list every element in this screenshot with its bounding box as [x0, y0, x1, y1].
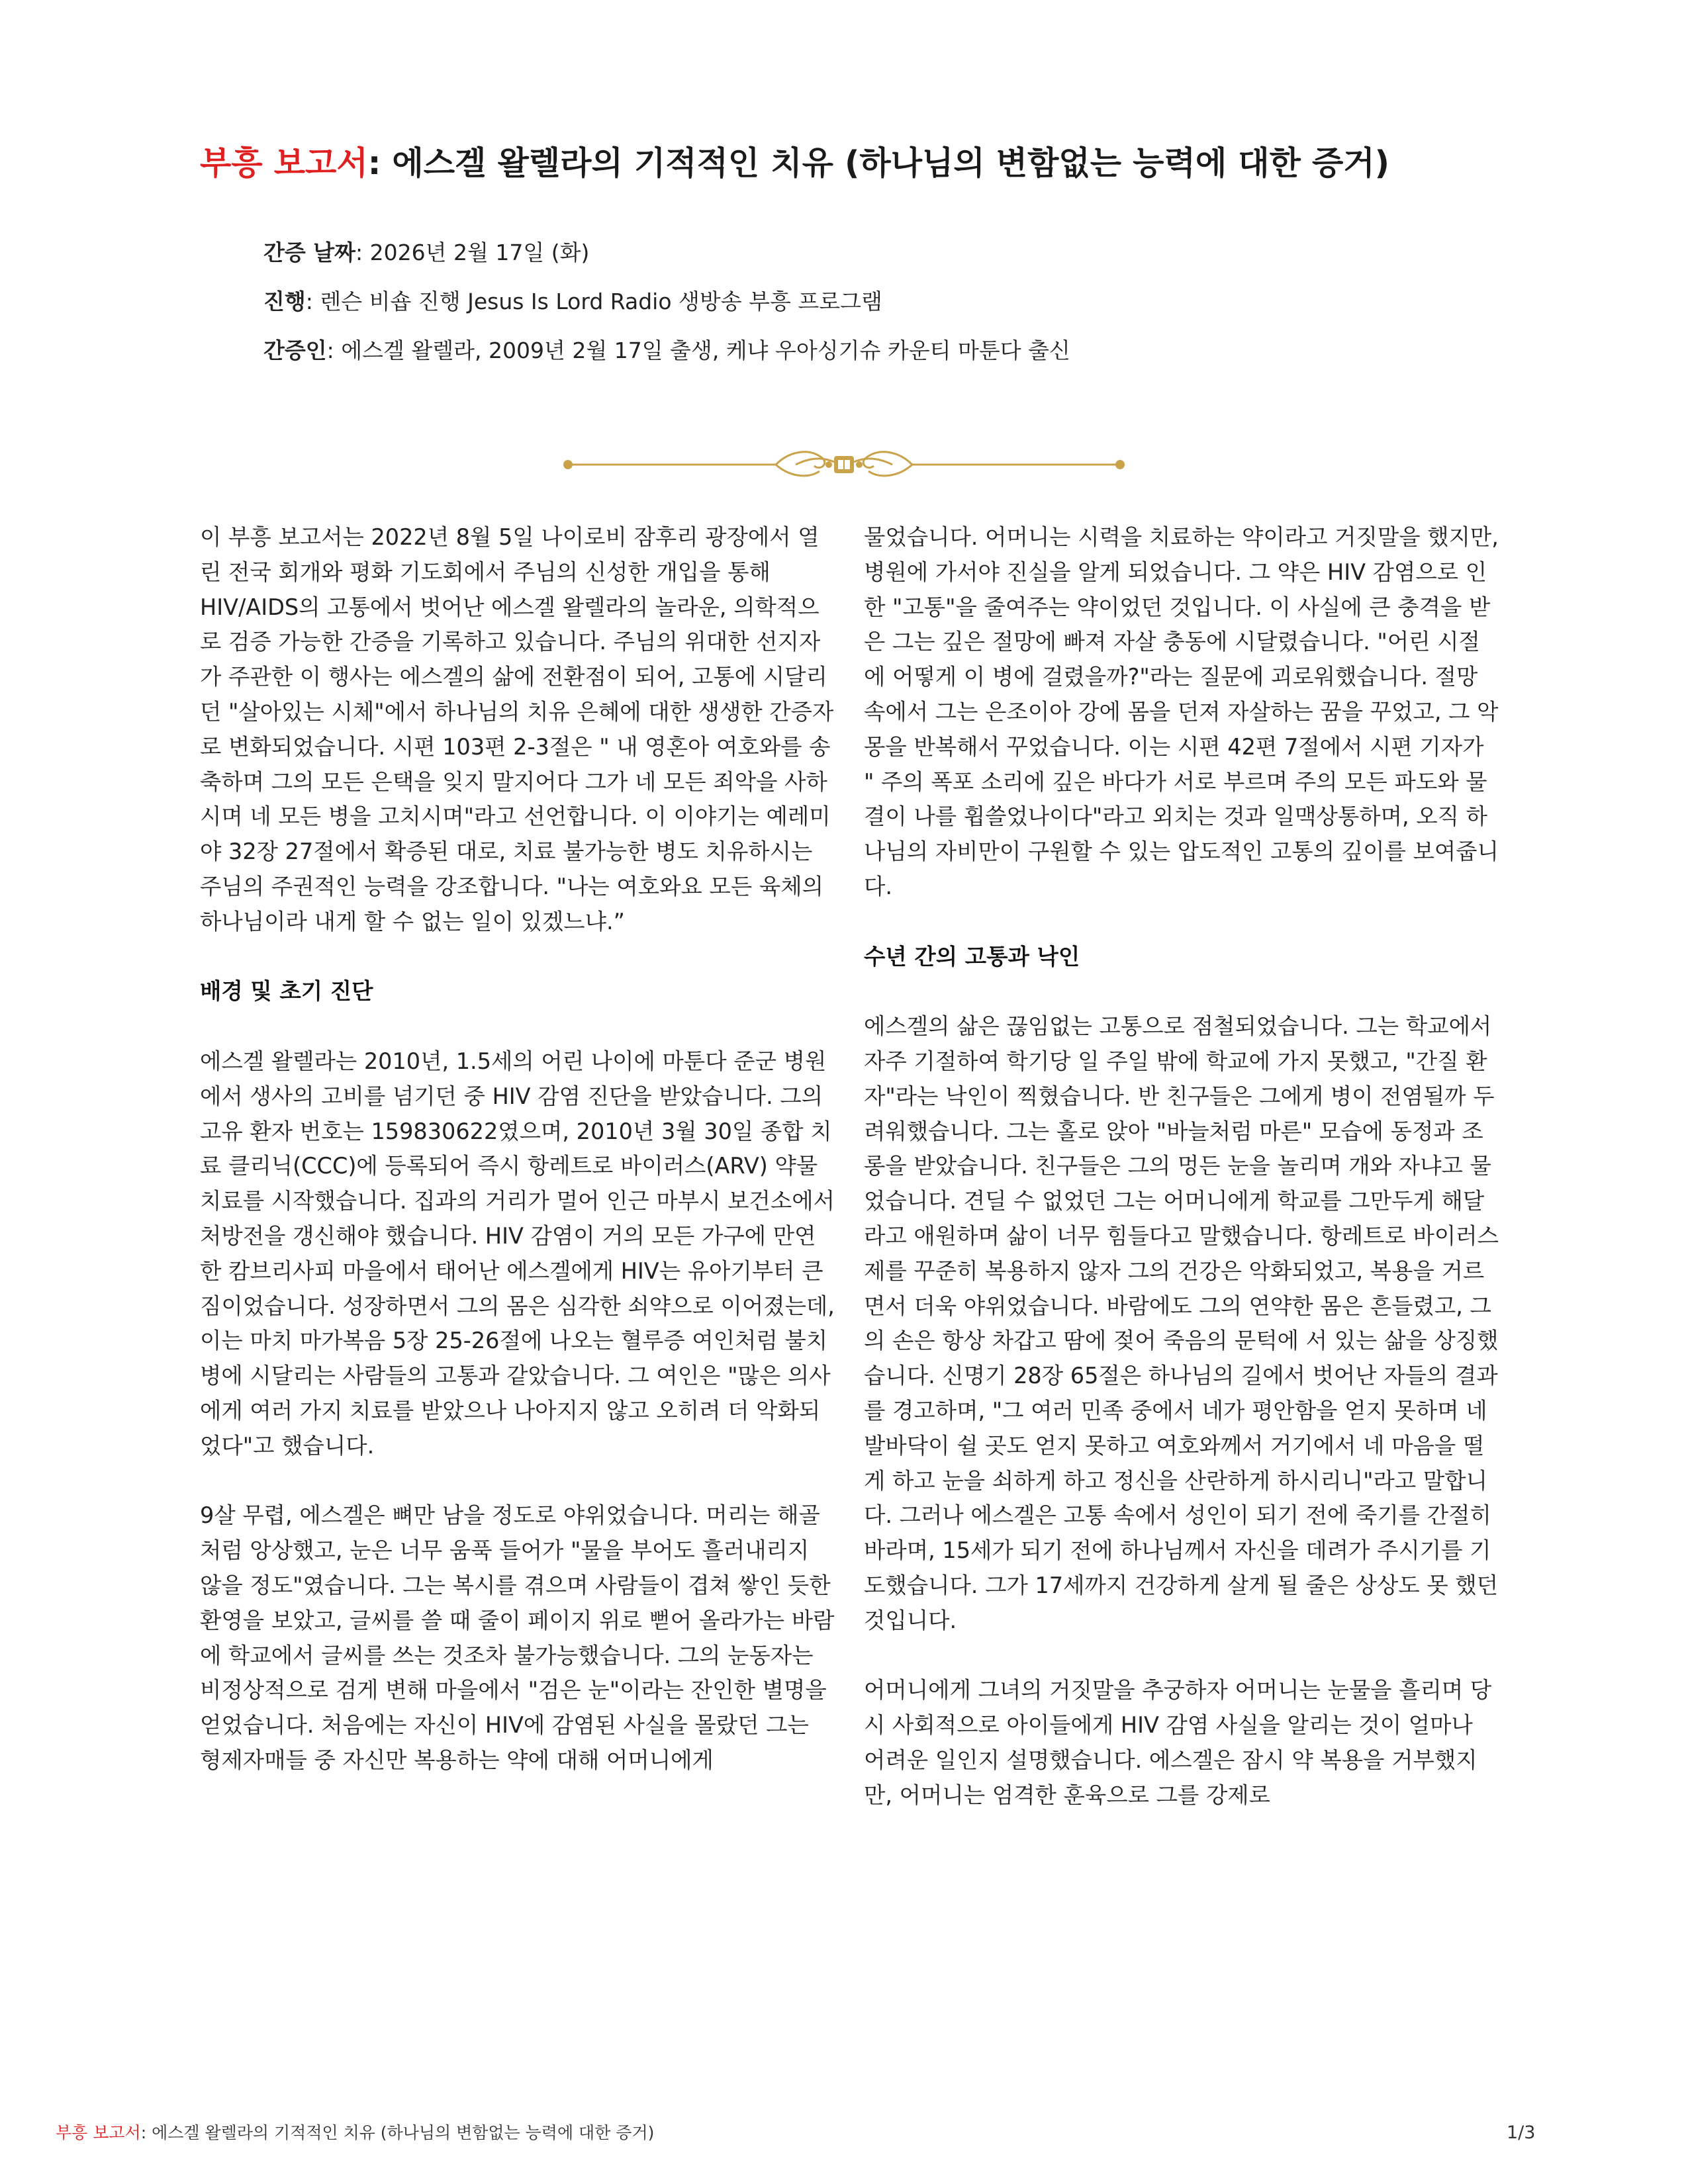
page-footer	[56, 2120, 654, 2146]
page-number: 1/3	[1507, 2122, 1536, 2143]
meta-date-label: 간증 날짜	[263, 240, 356, 265]
background-paragraph-1: 에스겔 왈렐라는 2010년, 1.5세의 어린 나이에 마툰다 준군 병원에서 생사의 고비를 넘기던 중 HIV 감염 진단을 받았습니다. 그의 고유 환자 번호는 159830622였으며, 2010년 3월 30일 종합 치료 클리닉(CCC)에 등록되어 즉시 항레트로 바이러스(ARV) 약물 치료를 시작했습니다. 집과의 거리가 멀어 인근 마부시 보건소에서 처방전을 갱신해야 했습니다. HIV 감염이 거의 모든 가구에 만연한 캄브리사피 마을에서 태어난 에스겔에게 HIV는 유아기부터 큰 짐이었습니다. 성장하면서 그의 몸은 심각한 쇠약으로 이어졌는데, 이는 마치 마가복음 5장 25-26절에 나오는 혈루증 여인처럼 불치병에 시달리는 사람들의 고통과 같았습니다. 그 여인은 "많은 의사에게 여러 가지 치료를 받았으나 나아지지 않고 오히려 더 악화되었다"고 했습니다.	[200, 1048, 835, 1459]
footer-title: : 에스겔 왈렐라의 기적적인 치유 (하나님의 변함없는 능력에 대한 증거)	[140, 2123, 655, 2142]
meta-witness-label: 간증인	[263, 338, 327, 363]
meta-date	[263, 228, 1070, 277]
left-column	[200, 520, 835, 1813]
section-heading-suffering: 수년 간의 고통과 낙인	[864, 943, 1080, 970]
suffering-paragraph-2: 어머니에게 그녀의 거짓말을 추궁하자 어머니는 눈물을 흘리며 당시 사회적으로 아이들에게 HIV 감염 사실을 알리는 것이 얼마나 어려운 일인지 설명했습니다. 에스겔은 잠시 약 복용을 거부했지만, 어머니는 엄격한 훈육으로 그를 강제로	[864, 1677, 1492, 1808]
background-paragraph-2: 9살 무렵, 에스겔은 뼈만 남을 정도로 야위었습니다. 머리는 해골처럼 앙상했고, 눈은 너무 움푹 들어가 "물을 부어도 흘러내리지 않을 정도"였습니다. 그는 복시를 겪으며 사람들이 겹쳐 쌓인 듯한 환영을 보았고, 글씨를 쓸 때 줄이 페이지 위로 뻗어 올라가는 바람에 학교에서 글씨를 쓰는 것조차 불가능했습니다. 그의 눈동자는 비정상적으로 검게 변해 마을에서 "검은 눈"이라는 잔인한 별명을 얻었습니다. 처음에는 자신이 HIV에 감염된 사실을 몰랐던 그는 형제자매들 중 자신만 복용하는 약에 대해 어머니에게	[200, 1502, 835, 1773]
section-heading-background: 배경 및 초기 진단	[200, 978, 373, 1005]
intro-paragraph: 이 부흥 보고서는 2022년 8월 5일 나이로비 잠후리 광장에서 열린 전국 회개와 평화 기도회에서 주님의 신성한 개입을 통해 HIV/AIDS의 고통에서 벗어난 에스겔 왈렐라의 놀라운, 의학적으로 검증 가능한 간증을 기록하고 있습니다. 주님의 위대한 선지자가 주관한 이 행사는 에스겔의 삶에 전환점이 되어, 고통에 시달리던 "살아있는 시체"에서 하나님의 치유 은혜에 대한 생생한 간증자로 변화되었습니다. 시편 103편 2-3절은 " 내 영혼아 여호와를 송축하며 그의 모든 은택을 잊지 말지어다 그가 네 모든 죄악을 사하시며 네 모든 병을 고치시며"라고 선언합니다. 이 이야기는 예레미야 32장 27절에서 확증된 대로, 치료 불가능한 병도 치유하시는 주님의 주권적인 능력을 강조합니다. "나는 여호와요 모든 육체의 하나님이라 내게 할 수 없는 일이 있겠느냐.”	[200, 524, 834, 934]
continued-paragraph: 물었습니다. 어머니는 시력을 치료하는 약이라고 거짓말을 했지만, 병원에 가서야 진실을 알게 되었습니다. 그 약은 HIV 감염으로 인한 "고통"을 줄여주는 약이었던 것입니다. 이 사실에 큰 충격을 받은 그는 깊은 절망에 빠져 자살 충동에 시달렸습니다. "어린 시절에 어떻게 이 병에 걸렸을까?"라는 질문에 괴로워했습니다. 절망 속에서 그는 은조이아 강에 몸을 던져 자살하는 꿈을 꾸었고, 그 악몽을 반복해서 꾸었습니다. 이는 시편 42편 7절에서 시편 기자가 " 주의 폭포 소리에 깊은 바다가 서로 부르며 주의 모든 파도와 물결이 나를 휩쓸었나이다"라고 외치는 것과 일맥상통하며, 오직 하나님의 자비만이 구원할 수 있는 압도적인 고통의 깊이를 보여줍니다.	[864, 524, 1499, 899]
title-accent: 부흥 보고서	[200, 144, 368, 182]
suffering-paragraph-1: 에스겔의 삶은 끊임없는 고통으로 점철되었습니다. 그는 학교에서 자주 기절하여 학기당 일 주일 밖에 학교에 가지 못했고, "간질 환자"라는 낙인이 찍혔습니다. 반 친구들은 그에게 병이 전염될까 두려워했습니다. 그는 홀로 앉아 "바늘처럼 마른" 모습에 동정과 조롱을 받았습니다. 친구들은 그의 멍든 눈을 놀리며 개와 자냐고 물었습니다. 견딜 수 없었던 그는 어머니에게 학교를 그만두게 해달라고 애원하며 삶이 너무 힘들다고 말했습니다. 항레트로 바이러스제를 꾸준히 복용하지 않자 그의 건강은 악화되었고, 복용을 거르면서 더욱 야위었습니다. 바람에도 그의 연약한 몸은 흔들렸고, 그의 손은 항상 차갑고 땀에 젖어 죽음의 문턱에 서 있는 삶을 상징했습니다. 신명기 28장 65절은 하나님의 길에서 벗어난 자들의 결과를 경고하며, "그 여러 민족 중에서 네가 평안함을 얻지 못하며 네 발바닥이 쉴 곳도 얻지 못하고 여호와께서 거기에서 네 마음을 떨게 하고 눈을 쇠하게 하고 정신을 산란하게 하시리니"라고 말합니다. 그러나 에스겔은 고통 속에서 성인이 되기 전에 죽기를 간절히 바라며, 15세가 되기 전에 하나님께서 자신을 데려가 주시기를 기도했습니다. 그가 17세까지 건강하게 살게 될 줄은 상상도 못 했던 것입니다.	[864, 1013, 1499, 1633]
right-column	[864, 520, 1499, 1848]
meta-host-label: 진행	[263, 289, 306, 314]
footer-accent: 부흥 보고서	[56, 2123, 141, 2142]
title-rest: : 에스겔 왈렐라의 기적적인 치유 (하나님의 변함없는 능력에 대한 증거)	[367, 144, 1390, 182]
testimony-meta	[263, 228, 1070, 375]
meta-date-value: : 2026년 2월 17일 (화)	[355, 240, 590, 265]
meta-witness	[263, 326, 1070, 375]
meta-host-value: : 렌슨 비숍 진행 Jesus Is Lord Radio 생방송 부흥 프로그램	[305, 289, 882, 314]
meta-host	[263, 277, 1070, 326]
ornament-divider-icon	[557, 438, 1131, 491]
meta-witness-value: : 에스겔 왈렐라, 2009년 2월 17일 출생, 케냐 우아싱기슈 카운티 마툰다 출신	[326, 338, 1070, 363]
page-title	[200, 140, 1524, 187]
